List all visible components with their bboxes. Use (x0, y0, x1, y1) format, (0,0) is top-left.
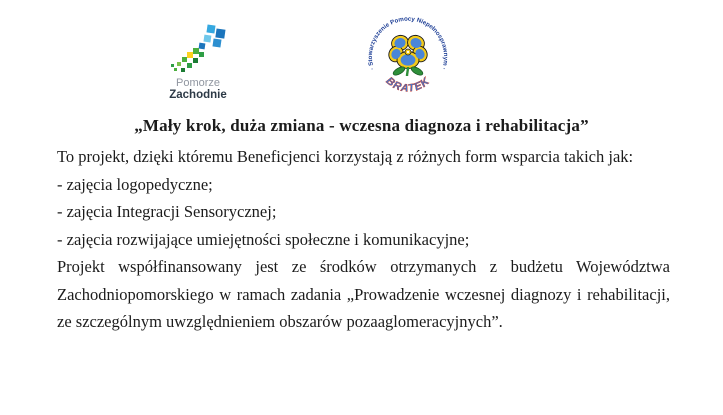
intro-line: To projekt, dzięki któremu Beneficjenci korzystają z różnych form wsparcia takich jak: (57, 147, 634, 166)
document-body (57, 143, 670, 336)
project-title: „Mały krok, duża zmiana - wczesna diagnoza i rehabilitacja” (134, 116, 589, 135)
support-item-speech-therapy: - zajęcia logopedyczne; (57, 174, 213, 194)
svg-text:BRATEK (384, 75, 433, 95)
pomorze-logo-text-line1: Pomorze (175, 77, 221, 89)
pomorze-zachodnie-logo (150, 24, 246, 102)
funding-paragraph: Projekt współfinansowany jest ze środków otrzymanych z budżetu Województwa Zachodniopomorskiego w ramach zadania „Prowadzenie wczesnej diagnozy i rehabilitacji, ze szczególnym uwzględnieniem obszarów pozaaglomeracyjnych”. (57, 257, 670, 331)
bratek-name-text: BRATEK (383, 74, 433, 95)
bratek-arc-text: · Stowarzyszenie Pomocy Niepełnosprawnym · (366, 15, 450, 71)
pomorze-logo-text-line2: Zachodnie (169, 89, 227, 101)
bratek-pansy-icon (358, 12, 458, 104)
pomorze-zachodnie-griffin-icon (166, 24, 230, 74)
bratek-logo (358, 12, 458, 109)
support-item-social-skills: - zajęcia rozwijające umiejętności społeczne i komunikacyjne; (57, 229, 470, 249)
support-item-sensory-integration: - zajęcia Integracji Sensorycznej; (57, 202, 277, 221)
